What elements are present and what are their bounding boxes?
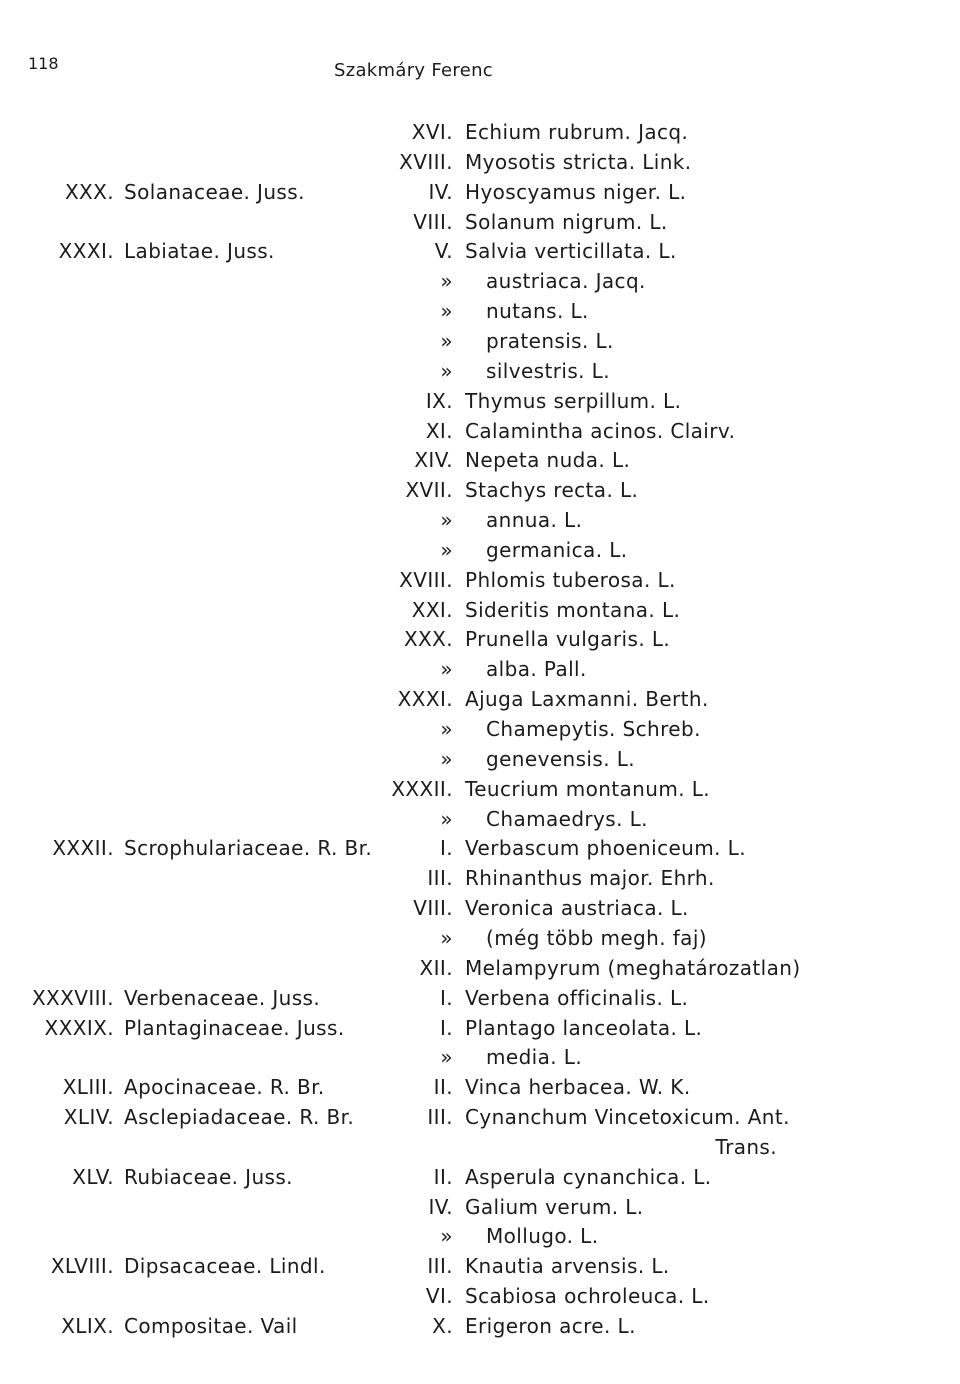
species-name: Chamaedrys. L.: [486, 806, 648, 831]
species-name: Prunella vulgaris. L.: [465, 627, 671, 652]
species-number: XVII.: [405, 478, 453, 503]
species-name: silvestris. L.: [486, 358, 610, 383]
species-name: Nepeta nuda. L.: [465, 448, 631, 473]
list-item: [0, 210, 960, 240]
list-item: [0, 1284, 960, 1314]
species-name: Erigeron acre. L.: [465, 1314, 636, 1338]
list-item: [0, 1016, 960, 1046]
species-name: Sideritis montana. L.: [465, 597, 681, 622]
page-number: 118: [28, 54, 59, 73]
species-number: XXXII.: [391, 776, 453, 801]
species-number: »: [440, 806, 453, 831]
family-name: Solanaceae. Juss.: [124, 179, 305, 204]
list-item: [0, 508, 960, 538]
family-name: Verbenaceae. Juss.: [124, 985, 321, 1010]
species-number: IV.: [428, 1194, 453, 1219]
family-name: Rubiaceae. Juss.: [124, 1164, 293, 1189]
list-item: [0, 598, 960, 628]
family-name: Apocinaceae. R. Br.: [124, 1075, 325, 1100]
species-number: I.: [439, 1015, 453, 1040]
species-name: Vinca herbacea. W. K.: [465, 1075, 691, 1100]
species-name: Ajuga Laxmanni. Berth.: [465, 687, 709, 712]
species-name: Scabiosa ochroleuca. L.: [465, 1284, 710, 1309]
family-number: XXX.: [64, 179, 114, 204]
species-number: II.: [433, 1164, 453, 1189]
species-number: I.: [439, 985, 453, 1010]
species-name: Knautia arvensis. L.: [465, 1254, 670, 1279]
list-item: [0, 627, 960, 657]
family-name: Dipsacaceae. Lindl.: [124, 1254, 326, 1279]
list-item: [0, 836, 960, 866]
species-name: Plantago lanceolata. L.: [465, 1015, 703, 1040]
species-number: VIII.: [413, 896, 453, 921]
page-author: Szakmáry Ferenc: [334, 60, 493, 81]
species-name: pratensis. L.: [486, 328, 614, 353]
family-number: XXXII.: [52, 836, 114, 861]
species-number: III.: [427, 1254, 453, 1279]
species-number: »: [440, 657, 453, 682]
species-number: V.: [434, 239, 453, 264]
species-number: »: [440, 1045, 453, 1070]
species-name: Chamepytis. Schreb.: [486, 717, 701, 741]
species-number: »: [440, 537, 453, 562]
species-number: XVIII.: [399, 567, 453, 592]
list-item: [0, 389, 960, 419]
list-item: [0, 419, 960, 449]
family-name: Plantaginaceae. Juss.: [124, 1015, 345, 1040]
family-name: Labiatae. Juss.: [124, 239, 275, 264]
species-number: »: [440, 269, 453, 294]
list-item: [0, 359, 960, 389]
species-number: »: [440, 925, 453, 950]
list-item: [0, 1045, 960, 1075]
family-number: XLIII.: [62, 1075, 114, 1100]
list-item: [0, 478, 960, 508]
species-name: Calamintha acinos. Clairv.: [465, 418, 736, 443]
list-item: [0, 538, 960, 568]
list-item: [0, 568, 960, 598]
species-name: Hyoscyamus niger. L.: [465, 179, 687, 204]
list-item: [0, 747, 960, 777]
list-item: [0, 777, 960, 807]
species-name: Mollugo. L.: [486, 1224, 599, 1249]
list-item: [0, 956, 960, 986]
family-number: XLVIII.: [50, 1254, 114, 1279]
list-item: [0, 180, 960, 210]
species-name: Verbascum phoeniceum. L.: [465, 836, 746, 861]
species-number: »: [440, 508, 453, 533]
family-name: Scrophulariaceae. R. Br.: [124, 836, 373, 861]
species-number: I.: [439, 836, 453, 861]
species-name: Melampyrum (meghatározatlan): [465, 955, 801, 980]
species-number: »: [440, 358, 453, 383]
species-number: »: [440, 299, 453, 324]
family-number: XLIX.: [61, 1314, 114, 1338]
species-name: alba. Pall.: [486, 657, 587, 682]
species-number: XXXI.: [397, 687, 453, 712]
species-name-continuation: Trans.: [715, 1134, 777, 1159]
list-item: [0, 986, 960, 1016]
species-number: XVI.: [411, 120, 453, 144]
species-name: Myosotis stricta. Link.: [465, 149, 692, 174]
species-name: Salvia verticillata. L.: [465, 239, 677, 264]
species-name: germanica. L.: [486, 537, 628, 562]
list-item: [0, 1254, 960, 1284]
species-name: Cynanchum Vincetoxicum. Ant.: [465, 1105, 790, 1130]
species-name: Thymus serpillum. L.: [465, 388, 682, 413]
species-number: II.: [433, 1075, 453, 1100]
species-name: Verbena officinalis. L.: [465, 985, 689, 1010]
family-number: XXXIX.: [44, 1015, 114, 1040]
list-item: [0, 329, 960, 359]
list-item: [0, 717, 960, 747]
list-item: [0, 1165, 960, 1195]
list-item: [0, 1314, 960, 1344]
species-name: (még több megh. faj): [486, 925, 707, 950]
species-number: VIII.: [413, 209, 453, 234]
list-item: [0, 239, 960, 269]
species-number: XI.: [425, 418, 453, 443]
list-item: [0, 150, 960, 180]
species-name: genevensis. L.: [486, 746, 636, 771]
species-number: III.: [427, 1105, 453, 1130]
list-item: [0, 120, 960, 150]
family-number: XLV.: [72, 1164, 114, 1189]
species-name: Echium rubrum. Jacq.: [465, 120, 689, 144]
species-number: XVIII.: [399, 149, 453, 174]
list-item: [0, 926, 960, 956]
family-name: Asclepiadaceae. R. Br.: [124, 1105, 355, 1130]
list-item: [0, 299, 960, 329]
species-number: »: [440, 1224, 453, 1249]
family-number: XLIV.: [63, 1105, 114, 1130]
list-item: [0, 657, 960, 687]
species-name: Asperula cynanchica. L.: [465, 1164, 712, 1189]
list-item: [0, 866, 960, 896]
species-number: XXX.: [403, 627, 453, 652]
species-name: Phlomis tuberosa. L.: [465, 567, 676, 592]
species-number: III.: [427, 866, 453, 891]
list-item: [0, 448, 960, 478]
list-item: [0, 1105, 960, 1135]
species-number: »: [440, 746, 453, 771]
species-name: nutans. L.: [486, 299, 589, 324]
species-name: media. L.: [486, 1045, 583, 1070]
species-number: XXI.: [411, 597, 453, 622]
list-item: [0, 1135, 960, 1165]
list-item: [0, 1195, 960, 1225]
species-name: Veronica austriaca. L.: [465, 896, 689, 921]
list-item: [0, 687, 960, 717]
species-number: X.: [432, 1314, 453, 1338]
species-name: Solanum nigrum. L.: [465, 209, 668, 234]
list-item: [0, 807, 960, 837]
list-item: [0, 896, 960, 926]
species-number: VI.: [425, 1284, 453, 1309]
species-name: annua. L.: [486, 508, 583, 533]
list-item: [0, 1224, 960, 1254]
list-item: [0, 1075, 960, 1105]
species-number: XII.: [419, 955, 453, 980]
species-name: Rhinanthus major. Ehrh.: [465, 866, 715, 891]
list-item: [0, 269, 960, 299]
species-name: Stachys recta. L.: [465, 478, 639, 503]
family-number: XXXVIII.: [31, 985, 114, 1010]
family-number: XXXI.: [58, 239, 114, 264]
species-number: XIV.: [414, 448, 453, 473]
species-number: IV.: [428, 179, 453, 204]
species-number: »: [440, 328, 453, 353]
family-name: Compositae. Vail: [124, 1314, 298, 1338]
species-number: IX.: [425, 388, 453, 413]
species-name: Galium verum. L.: [465, 1194, 644, 1219]
species-number: »: [440, 717, 453, 741]
species-name: austriaca. Jacq.: [486, 269, 646, 294]
species-name: Teucrium montanum. L.: [465, 776, 711, 801]
